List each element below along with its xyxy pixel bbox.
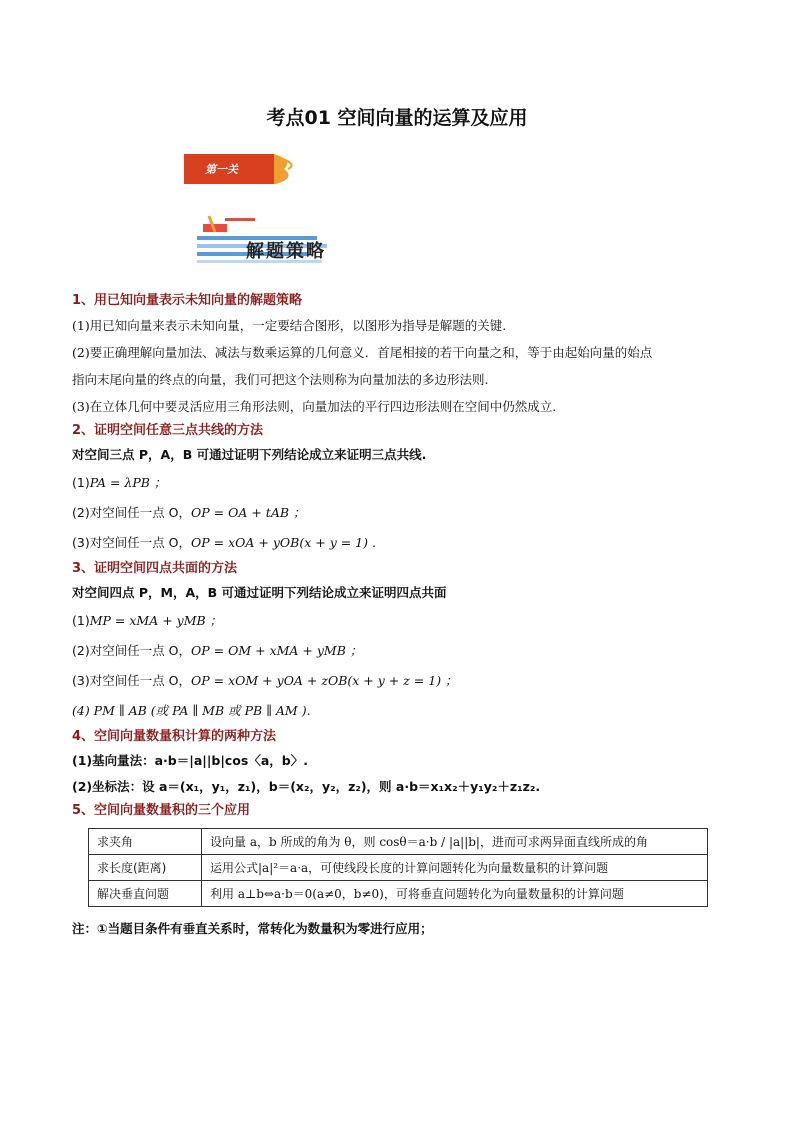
- table-cell-name: 求长度(距离): [89, 855, 202, 881]
- s2-formula-1: [72, 468, 732, 498]
- table-row: [89, 881, 708, 907]
- s3-formula-4: [72, 696, 732, 726]
- s3-f2-prefix: (2)对空间任一点 O，: [72, 643, 192, 658]
- s2-formula-2: [72, 498, 732, 528]
- strategy-label: 解题策略: [246, 241, 326, 262]
- s3-f1-expr: MP = xMA + yMB ；: [89, 613, 223, 628]
- table-row: [89, 829, 708, 855]
- section-banner-graphic: [184, 154, 298, 184]
- section-4-heading: 4、空间向量数量积计算的两种方法: [72, 729, 277, 744]
- content-body: [72, 290, 732, 943]
- section-1-heading: 1、用已知向量表示未知向量的解题策略: [72, 293, 303, 308]
- s3-formula-1: [72, 606, 732, 636]
- s2-f1-prefix: (1): [72, 475, 90, 490]
- s2-f2-expr: OP = OA + tAB ；: [191, 505, 306, 520]
- s3-lead: 对空间四点 P，M，A，B 可通过证明下列结论成立来证明四点共面: [72, 585, 447, 600]
- s2-f1-expr: PA = λPB ；: [89, 475, 167, 490]
- s3-f4-expr: (4) PM ∥ AB (或 PA ∥ MB 或 PB ∥ AM ).: [72, 703, 311, 718]
- table-cell-name: 求夹角: [89, 829, 202, 855]
- banner-label: 第一关: [205, 163, 238, 176]
- s2-lead: 对空间三点 P，A，B 可通过证明下列结论成立来证明三点共线.: [72, 447, 427, 462]
- section-3-heading: 3、证明空间四点共面的方法: [72, 561, 238, 576]
- page-title: 考点01 空间向量的运算及应用: [266, 107, 528, 129]
- s3-formula-3: [72, 666, 732, 696]
- s3-formula-2: [72, 636, 732, 666]
- s2-f2-prefix: (2)对空间任一点 O，: [72, 505, 192, 520]
- s4-point-1: (1)基向量法：a·b＝|a||b|cos〈a，b〉.: [72, 753, 308, 768]
- s2-f3-prefix: (3)对空间任一点 O，: [72, 535, 192, 550]
- s1-point-3: (3)在立体几何中要灵活应用三角形法则，向量加法的平行四边形法则在空间中仍然成立.: [72, 399, 557, 414]
- table-cell-desc: 运用公式|a|²＝a·a，可使线段长度的计算问题转化为向量数量积的计算问题: [202, 855, 708, 881]
- s1-point-2b: 指向末尾向量的终点的向量，我们可把这个法则称为向量加法的多边形法则.: [72, 372, 489, 387]
- section-5-heading: 5、空间向量数量积的三个应用: [72, 803, 251, 818]
- s1-point-1: (1)用已知向量来表示未知向量，一定要结合图形，以图形为指导是解题的关键.: [72, 318, 507, 333]
- s3-f1-prefix: (1): [72, 613, 90, 628]
- applications-table: [88, 828, 708, 907]
- s3-f2-expr: OP = OM + xMA + yMB ；: [191, 643, 363, 658]
- s1-point-2a: (2)要正确理解向量加法、减法与数乘运算的几何意义．首尾相接的若干向量之和，等于由起始向量的始点: [72, 345, 653, 360]
- section-2-heading: 2、证明空间任意三点共线的方法: [72, 423, 264, 438]
- s2-f3-expr: OP = xOA + yOB(x + y = 1) .: [191, 535, 376, 550]
- table-cell-desc: 设向量 a，b 所成的角为 θ，则 cosθ＝a·b / |a||b|，进而可求两异面直线所成的角: [202, 829, 708, 855]
- note-text: 注：①当题目条件有垂直关系时，常转化为数量积为零进行应用；: [72, 921, 433, 936]
- table-cell-desc: 利用 a⊥b⇔a·b＝0(a≠0，b≠0)，可将垂直问题转化为向量数量积的计算问题: [202, 881, 708, 907]
- table-cell-name: 解决垂直问题: [89, 881, 202, 907]
- s3-f3-prefix: (3)对空间任一点 O，: [72, 673, 192, 688]
- s4-point-2: (2)坐标法：设 a＝(x₁，y₁，z₁)，b＝(x₂，y₂，z₂)，则 a·b＝x₁x₂＋y₁y₂＋z₁z₂.: [72, 779, 541, 794]
- s3-f3-expr: OP = xOM + yOA + zOB(x + y + z = 1) ；: [191, 673, 458, 688]
- s2-formula-3: [72, 528, 732, 558]
- table-row: [89, 855, 708, 881]
